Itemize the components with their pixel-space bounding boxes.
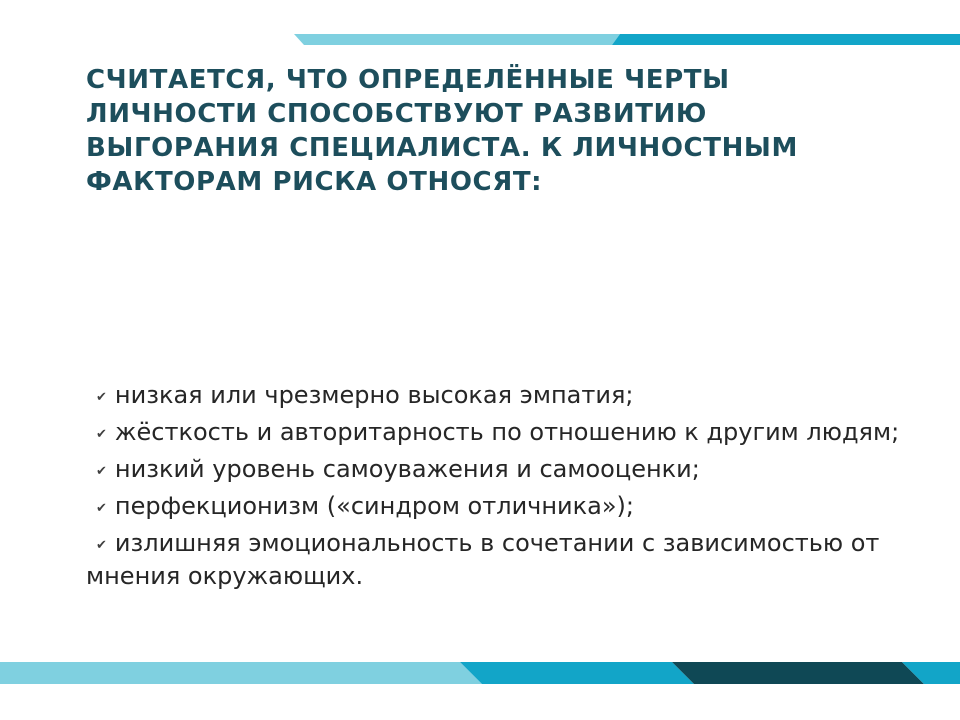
- top-accent-band: [0, 0, 960, 50]
- slide-title: СЧИТАЕТСЯ, ЧТО ОПРЕДЕЛЁННЫЕ ЧЕРТЫ ЛИЧНОСТИ СПОСОБСТВУЮТ РАЗВИТИЮ ВЫГОРАНИЯ СПЕЦИАЛИСТА. К ЛИЧНОСТНЫМ ФАКТОРАМ РИСКА ОТНОСЯТ:: [86, 65, 798, 197]
- list-item: [86, 417, 906, 450]
- risk-factor-list: [86, 380, 906, 596]
- list-item: [86, 528, 906, 592]
- bottom-band-light: [0, 662, 482, 684]
- bottom-band-mid: [460, 662, 694, 684]
- top-band-light: [294, 34, 620, 45]
- list-item-text: низкий уровень самоуважения и самооценки;: [114, 455, 700, 483]
- list-item: [86, 454, 906, 487]
- list-item-text: низкая или чрезмерно высокая эмпатия;: [114, 381, 634, 409]
- bottom-accent-band: [0, 660, 960, 686]
- list-item-text: перфекционизм («синдром отличника»);: [114, 492, 634, 520]
- checkmark-icon: ✔: [96, 464, 107, 479]
- bottom-band-dark: [672, 662, 924, 684]
- list-item: [86, 491, 906, 524]
- list-item-text: жёсткость и авторитарность по отношению к другим людям;: [114, 418, 900, 446]
- top-band-mid: [612, 34, 960, 45]
- checkmark-icon: ✔: [96, 427, 107, 442]
- checkmark-icon: ✔: [96, 390, 107, 405]
- checkmark-icon: ✔: [96, 501, 107, 516]
- list-item: [86, 380, 906, 413]
- list-item-text: излишняя эмоциональность в сочетании с зависимостью от мнения окружающих.: [86, 529, 880, 590]
- checkmark-icon: ✔: [96, 538, 107, 553]
